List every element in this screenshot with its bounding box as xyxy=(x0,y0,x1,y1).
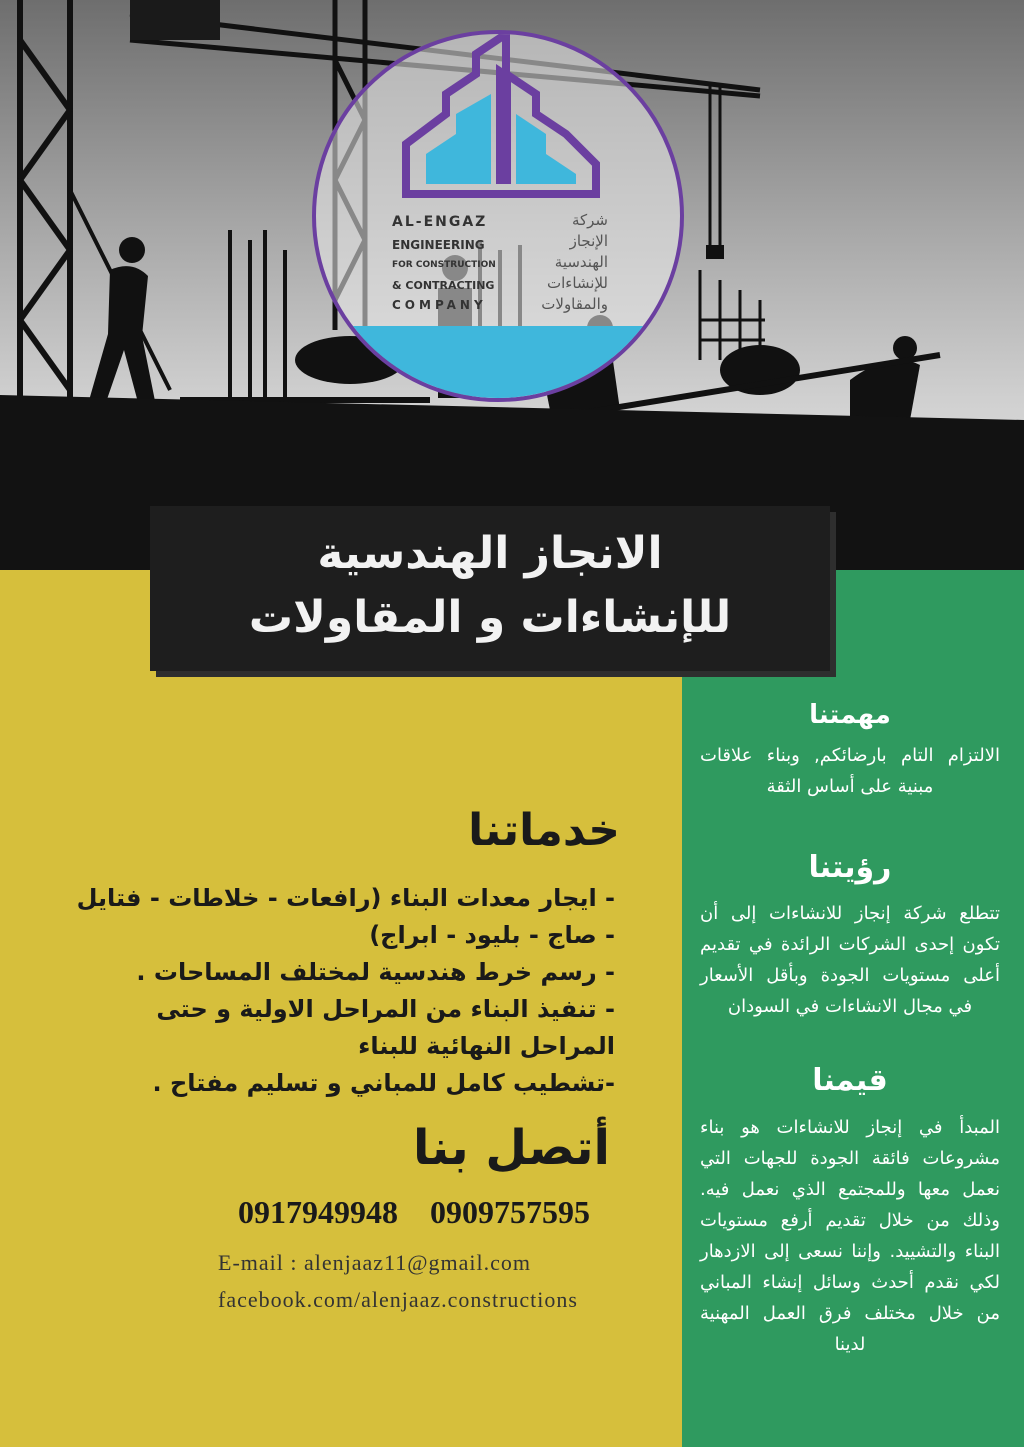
email-link[interactable]: E-mail : alenjaaz11@gmail.com xyxy=(218,1250,531,1275)
service-item: - رسم خرط هندسية لمختلف المساحات . xyxy=(136,958,615,986)
logo-en-line-3: FOR CONSTRUCTION xyxy=(392,260,496,270)
service-item: - تنفيذ البناء من المراحل الاولية و حتى المراحل النهائية للبناء xyxy=(156,995,615,1060)
logo-ar-line-1: شركة xyxy=(571,211,608,229)
building-logo-icon xyxy=(396,34,606,204)
values-text: المبدأ في إنجاز للانشاءات هو بناء مشروعات فائقة الجودة للجهات التي نعمل معها وللمجتمع الذي نعمل فيه. وذلك من خلال تقديم أرفع مستويات البناء والتشييد. وإننا نسعى إلى الازدهار لكي نقدم أحدث وسائل إنشاء المباني من خلال مختلف فرق العمل المهنية لدينا xyxy=(700,1117,1000,1355)
logo-en-line-4: & CONTRACTING xyxy=(392,279,495,292)
facebook-link[interactable]: facebook.com/alenjaaz.constructions xyxy=(218,1287,578,1312)
phone-number-2[interactable]: 0917949948 xyxy=(238,1194,398,1230)
service-item: - ايجار معدات البناء (رافعات - خلاطات - فتايل - صاج - بليود - ابراج) xyxy=(76,884,615,949)
mission-title: مهمتنا xyxy=(809,700,891,730)
services-title: خدماتنا xyxy=(468,805,620,856)
vision-title: رؤيتنا xyxy=(808,850,892,885)
logo-ar-line-3: الهندسية xyxy=(554,253,608,271)
logo-ar-line-2: الإنجاز xyxy=(569,232,608,250)
phone-number-1[interactable]: 0909757595 xyxy=(430,1194,590,1230)
company-logo xyxy=(312,30,684,402)
service-item: -تشطيب كامل للمباني و تسليم مفتاح . xyxy=(152,1069,615,1097)
mission-text: الالتزام التام بارضائكم, وبناء علاقات مبنية على أساس الثقة xyxy=(700,745,1000,797)
services-list xyxy=(60,880,615,1102)
logo-ar-line-5: والمقاولات xyxy=(541,295,608,313)
contact-title: أتصل بنا xyxy=(413,1120,610,1176)
banner-line-2: للإنشاءات و المقاولات xyxy=(248,592,732,643)
logo-en-line-1: AL-ENGAZ xyxy=(392,214,488,230)
logo-en-line-2: ENGINEERING xyxy=(392,238,485,252)
title-banner xyxy=(150,506,830,671)
logo-en-line-5: COMPANY xyxy=(392,298,487,312)
banner-line-1: الانجاز الهندسية xyxy=(317,528,663,579)
vision-text: تتطلع شركة إنجاز للانشاءات إلى أن تكون إحدى الشركات الرائدة في تقديم أعلى مستويات الجودة وبأقل الأسعار في مجال الانشاءات في السودان xyxy=(700,903,1000,1017)
logo-water-band xyxy=(316,326,680,398)
values-title: قيمنا xyxy=(812,1063,888,1098)
logo-ar-line-4: للإنشاءات xyxy=(547,274,608,292)
